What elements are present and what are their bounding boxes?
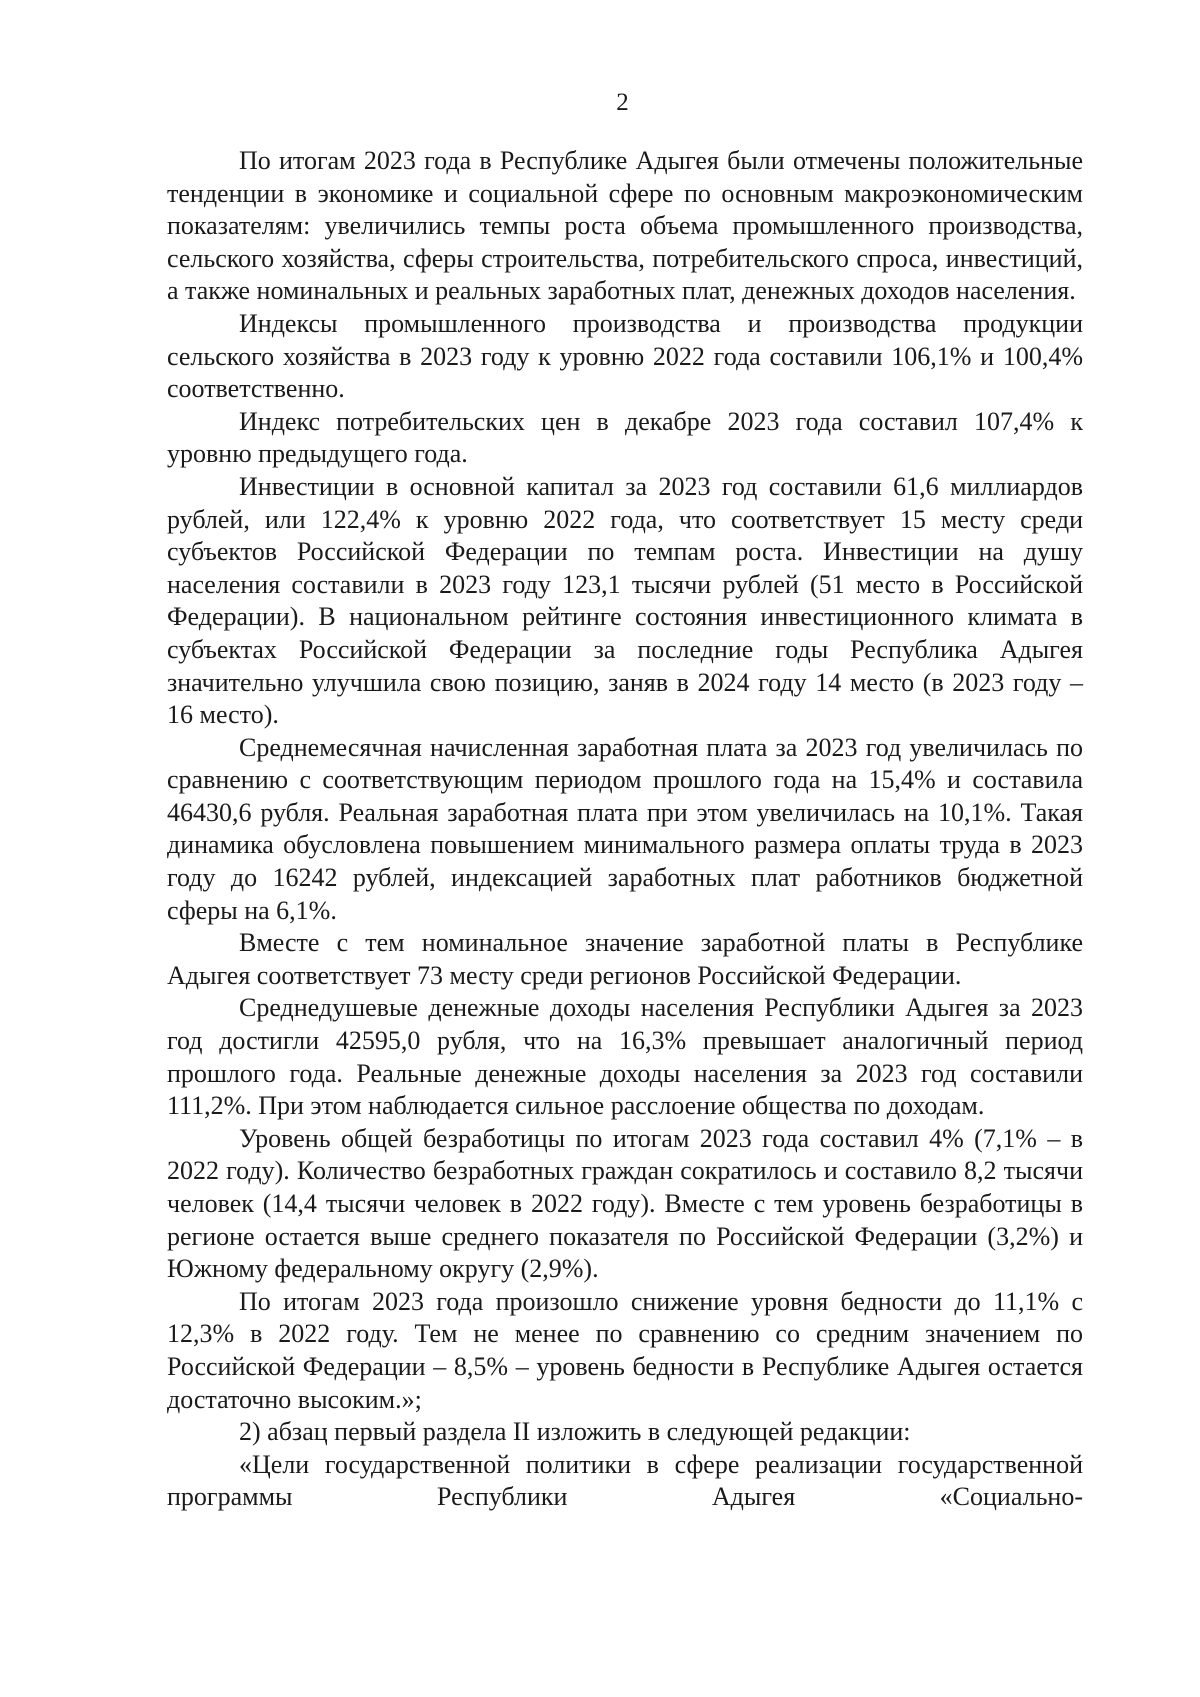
paragraph-poverty: По итогам 2023 года произошло снижение уровня бедности до 11,1% с 12,3% в 2022 году. Тем не менее по сравнению со средним значением по Российской Федерации – 8,5% – уровень бедности в Республике Адыгея остается достаточно высоким.»; [167,1286,1083,1414]
page-number: 2 [616,89,629,116]
paragraph-nominal-salary-rank: Вместе с тем номинальное значение заработной платы в Республике Адыгея соответствует 73 месту среди регионов Российской Федерации. [167,928,1083,990]
paragraph-unemployment: Уровень общей безработицы по итогам 2023 года составил 4% (7,1% – в 2022 году). Количество безработных граждан сократилось и составило 8,2 тысячи человек (14,4 тысячи человек в 2022 году). Вместе с тем уровень безработицы в регионе остается выше среднего показателя по Российской Федерации (3,2%) и Южному федеральному округу (2,9%). [167,1123,1083,1284]
paragraph-consumer-price-index: Индекс потребительских цен в декабре 2023 года составил 107,4% к уровню предыдущего года. [167,406,1083,469]
paragraph-average-salary: Среднемесячная начисленная заработная плата за 2023 год увеличилась по сравнению с соответствующим периодом прошлого года на 15,4% и составила 46430,6 рубля. Реальная заработная плата при этом увеличилась на 10,1%. Такая динамика обусловлена повышением минимального размера оплаты труда в 2023 году до 16242 рублей, индексацией заработных плат работников бюджетной сферы на 6,1%. [167,732,1083,925]
paragraph-income: Среднедушевые денежные доходы населения Республики Адыгея за 2023 год достигли 42595,0 рубля, что на 16,3% превышает аналогичный период прошлого года. Реальные денежные доходы населения за 2023 год составили 111,2%. При этом наблюдается сильное расслоение общества по доходам. [167,993,1083,1121]
paragraph-production-indices: Индексы промышленного производства и производства продукции сельского хозяйства в 2023 году к уровню 2022 года составили 106,1% и 100,4% соответственно. [167,308,1083,404]
document-body [167,145,1083,1514]
paragraph-economy-overview: По итогам 2023 года в Республике Адыгея были отмечены положительные тенденции в экономике и социальной сфере по основным макроэкономическим показателям: увеличились темпы роста объема промышленного производства, сельского хозяйства, сферы строительства, потребительского спроса, инвестиций, а также номинальных и реальных заработных плат, денежных доходов населения. [167,146,1083,306]
paragraph-amendment-item: 2) абзац первый раздела II изложить в следующей редакции: [239,1417,911,1447]
paragraph-investments: Инвестиции в основной капитал за 2023 год составили 61,6 миллиардов рублей, или 122,4% к уровню 2022 года, что соответствует 15 месту среди субъектов Российской Федерации по темпам роста. Инвестиции на душу населения составили в 2023 году 123,1 тысячи рублей (51 место в Российской Федерации). В национальном рейтинге состояния инвестиционного климата в субъектах Российской Федерации за последние годы Республика Адыгея значительно улучшила свою позицию, заняв в 2024 году 14 место (в 2023 году – 16 место). [167,471,1083,730]
paragraph-goals-start: «Цели государственной политики в сфере реализации государственной программы Республики Адыгея «Социально- [167,1449,1083,1512]
